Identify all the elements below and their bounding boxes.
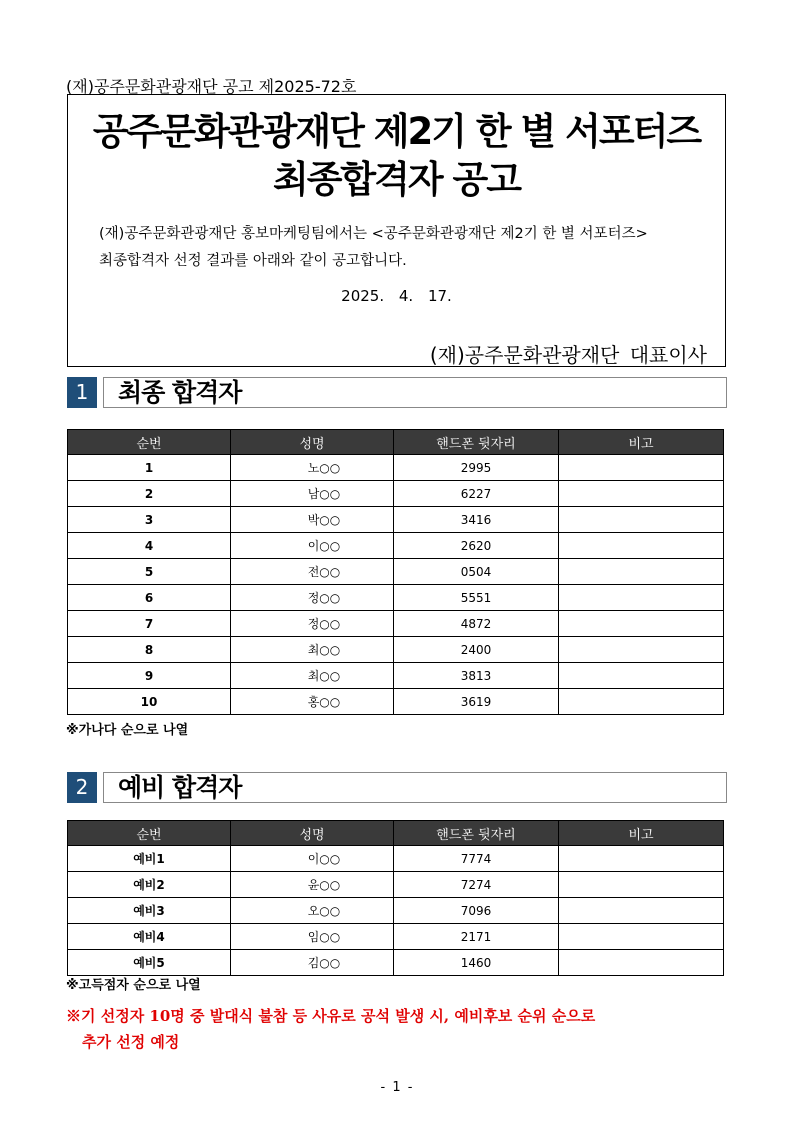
column-header-name: 성명 (231, 430, 394, 455)
cell-note (559, 481, 724, 507)
reserve-list-table (67, 820, 724, 976)
cell-seq: 예비3 (68, 898, 231, 924)
cell-name: 전○○ (231, 559, 394, 585)
section-title: 최종 합격자 (103, 377, 727, 408)
cell-phone: 3619 (394, 689, 559, 715)
cell-name: 정○○ (231, 611, 394, 637)
cell-phone: 3813 (394, 663, 559, 689)
cell-seq: 9 (68, 663, 231, 689)
table-row (68, 559, 724, 585)
cell-seq: 예비4 (68, 924, 231, 950)
cell-phone: 7096 (394, 898, 559, 924)
cell-note (559, 898, 724, 924)
table-row (68, 663, 724, 689)
replacement-notice-line-2: 추가 선정 예정 (82, 1033, 180, 1051)
column-header-phone: 핸드폰 뒷자리 (394, 430, 559, 455)
column-header-seq: 순번 (68, 430, 231, 455)
cell-seq: 6 (68, 585, 231, 611)
replacement-notice (66, 1003, 731, 1055)
cell-name: 윤○○ (231, 872, 394, 898)
cell-note (559, 950, 724, 976)
cell-seq: 7 (68, 611, 231, 637)
cell-phone: 0504 (394, 559, 559, 585)
table-row (68, 924, 724, 950)
cell-phone: 2995 (394, 455, 559, 481)
cell-seq: 예비1 (68, 846, 231, 872)
cell-note (559, 637, 724, 663)
cell-phone: 2400 (394, 637, 559, 663)
cell-note (559, 689, 724, 715)
announcement-header-box (67, 94, 726, 367)
cell-name: 최○○ (231, 663, 394, 689)
table-row (68, 872, 724, 898)
table-row (68, 950, 724, 976)
cell-note (559, 611, 724, 637)
cell-seq: 4 (68, 533, 231, 559)
notice-number: (재)공주문화관광재단 공고 제2025-72호 (66, 77, 357, 96)
cell-note (559, 455, 724, 481)
cell-name: 박○○ (231, 507, 394, 533)
cell-seq: 1 (68, 455, 231, 481)
table-row (68, 898, 724, 924)
cell-note (559, 533, 724, 559)
cell-name: 오○○ (231, 898, 394, 924)
table-row (68, 507, 724, 533)
table-row (68, 637, 724, 663)
reserve-list-note: ※고득점자 순으로 나열 (66, 978, 201, 993)
cell-note (559, 663, 724, 689)
table-row (68, 689, 724, 715)
column-header-note: 비고 (559, 821, 724, 846)
page-number: - 1 - (380, 1080, 413, 1095)
table-row (68, 533, 724, 559)
cell-seq: 2 (68, 481, 231, 507)
announcement-body (99, 221, 709, 275)
cell-name: 김○○ (231, 950, 394, 976)
body-line-2: 최종합격자 선정 결과를 아래와 같이 공고합니다. (99, 253, 407, 269)
table-row (68, 455, 724, 481)
section-final-heading (67, 377, 727, 409)
cell-note (559, 507, 724, 533)
title-line-1: 공주문화관광재단 제2기 한 별 서포터즈 (92, 110, 701, 153)
cell-name: 남○○ (231, 481, 394, 507)
cell-name: 홍○○ (231, 689, 394, 715)
section-title: 예비 합격자 (103, 772, 727, 803)
cell-name: 노○○ (231, 455, 394, 481)
cell-note (559, 924, 724, 950)
cell-seq: 5 (68, 559, 231, 585)
table-row (68, 585, 724, 611)
cell-phone: 2171 (394, 924, 559, 950)
column-header-note: 비고 (559, 430, 724, 455)
cell-note (559, 585, 724, 611)
cell-name: 임○○ (231, 924, 394, 950)
section-number-badge: 1 (67, 377, 97, 408)
cell-note (559, 872, 724, 898)
cell-seq: 3 (68, 507, 231, 533)
cell-seq: 10 (68, 689, 231, 715)
cell-phone: 4872 (394, 611, 559, 637)
final-list-note: ※가나다 순으로 나열 (66, 723, 189, 738)
cell-phone: 1460 (394, 950, 559, 976)
cell-name: 이○○ (231, 846, 394, 872)
cell-note (559, 559, 724, 585)
table-header-row (68, 821, 724, 846)
cell-phone: 7774 (394, 846, 559, 872)
replacement-notice-line-1: ※기 선정자 10명 중 발대식 불참 등 사유로 공석 발생 시, 예비후보 순위 순으로 (66, 1007, 596, 1025)
cell-note (559, 846, 724, 872)
table-header-row (68, 430, 724, 455)
table-row (68, 846, 724, 872)
body-line-1: (재)공주문화관광재단 홍보마케팅팀에서는 <공주문화관광재단 제2기 한 별 서포터즈> (99, 226, 648, 242)
cell-name: 정○○ (231, 585, 394, 611)
final-list-table (67, 429, 724, 715)
cell-seq: 8 (68, 637, 231, 663)
cell-seq: 예비2 (68, 872, 231, 898)
column-header-phone: 핸드폰 뒷자리 (394, 821, 559, 846)
column-header-seq: 순번 (68, 821, 231, 846)
announcement-date: 2025. 4. 17. (341, 287, 452, 305)
cell-phone: 5551 (394, 585, 559, 611)
section-reserve-heading (67, 772, 727, 804)
cell-phone: 7274 (394, 872, 559, 898)
cell-phone: 2620 (394, 533, 559, 559)
cell-phone: 3416 (394, 507, 559, 533)
table-row (68, 611, 724, 637)
title-line-2: 최종합격자 공고 (272, 158, 521, 201)
cell-seq: 예비5 (68, 950, 231, 976)
table-row (68, 481, 724, 507)
section-number-badge: 2 (67, 772, 97, 803)
cell-name: 이○○ (231, 533, 394, 559)
signer: (재)공주문화관광재단 대표이사 (429, 343, 707, 367)
cell-phone: 6227 (394, 481, 559, 507)
column-header-name: 성명 (231, 821, 394, 846)
cell-name: 최○○ (231, 637, 394, 663)
